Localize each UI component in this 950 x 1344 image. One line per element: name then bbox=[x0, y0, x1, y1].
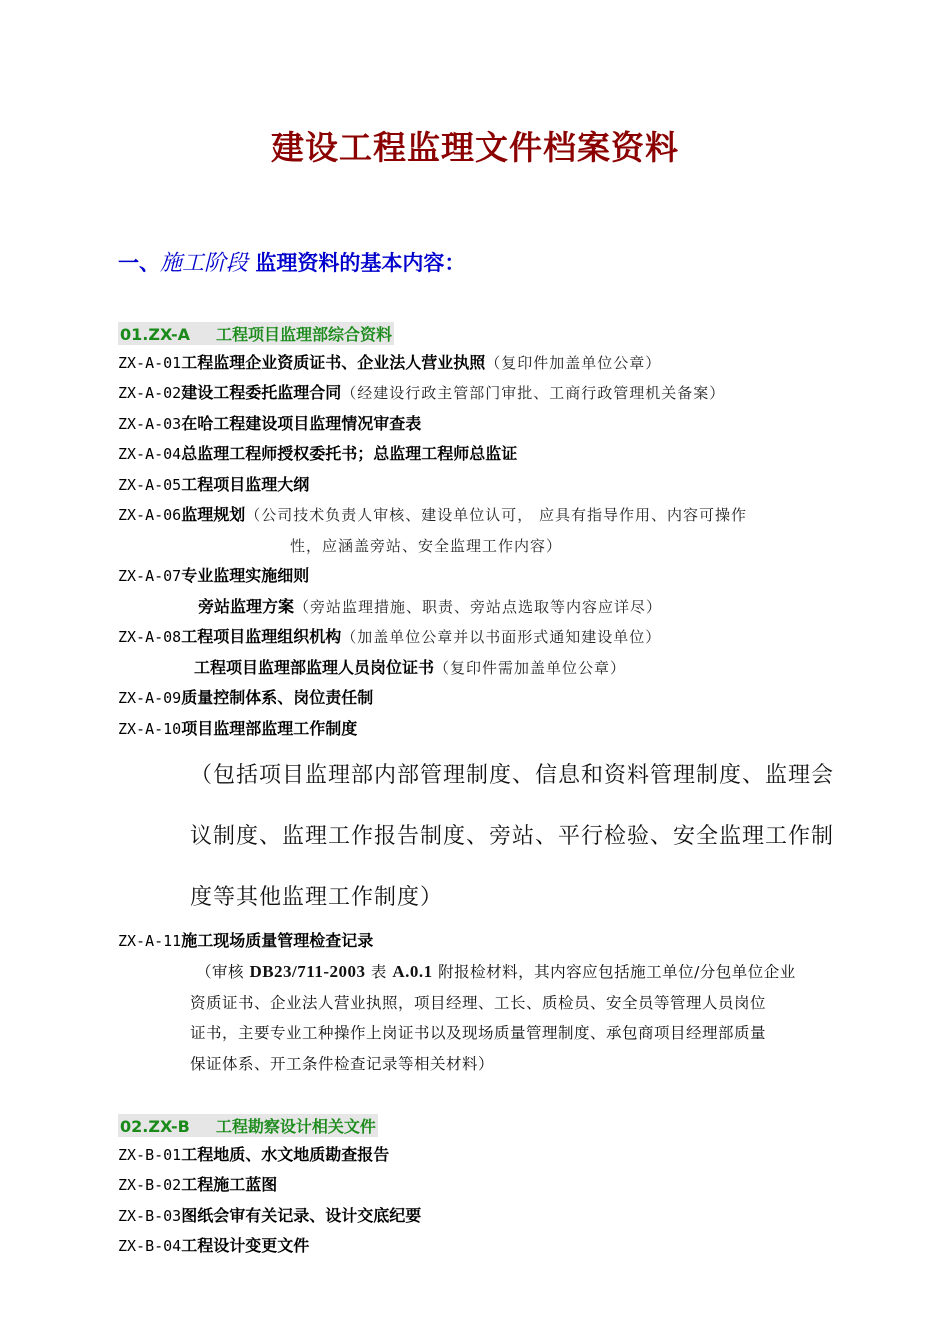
item-code: ZX-A-08 bbox=[118, 628, 182, 646]
item-name: 建设工程委托监理合同 bbox=[181, 383, 342, 402]
item-code: ZX-B-03 bbox=[118, 1207, 182, 1225]
item-note: 性，应涵盖旁站、安全监理工作内容） bbox=[290, 537, 563, 555]
item-name: 图纸会审有关记录、设计交底纪要 bbox=[181, 1206, 422, 1225]
item-note: （公司技术负责人审核、建设单位认可， 应具有指导作用、内容可操作 bbox=[245, 506, 748, 524]
item-code: ZX-B-01 bbox=[118, 1146, 182, 1164]
heading-prefix: 一、 bbox=[118, 251, 160, 275]
list-item bbox=[118, 382, 725, 404]
item-code: ZX-A-05 bbox=[118, 476, 182, 494]
item-code: ZX-A-03 bbox=[118, 415, 182, 433]
a11-note-line: 证书，主要专业工种操作上岗证书以及现场质量管理制度、承包商项目经理部质量 bbox=[190, 1024, 767, 1042]
item-name: 工程设计变更文件 bbox=[181, 1236, 310, 1255]
section-a-code: 01.ZX-A bbox=[120, 325, 190, 344]
list-item bbox=[118, 504, 747, 526]
list-item bbox=[118, 1144, 389, 1166]
item-note: （旁站监理措施、职责、旁站点选取等内容应详尽） bbox=[294, 598, 663, 616]
a11-note-line: 保证体系、开工条件检查记录等相关材料） bbox=[190, 1055, 495, 1073]
list-item bbox=[118, 626, 661, 648]
a11-note-line bbox=[196, 960, 796, 982]
list-item bbox=[118, 1174, 277, 1196]
item-code: ZX-A-06 bbox=[118, 506, 182, 524]
a11-note-text: 附报检材料，其内容应包括施工单位/分包单位企业 bbox=[432, 963, 796, 981]
item-code: ZX-A-09 bbox=[118, 689, 182, 707]
list-item bbox=[118, 930, 373, 952]
list-item bbox=[194, 657, 626, 679]
heading-italic: 施工阶段 bbox=[160, 251, 249, 276]
item-code: ZX-A-02 bbox=[118, 384, 182, 402]
item-code: ZX-A-10 bbox=[118, 720, 182, 738]
a11-note-table: A.0.1 bbox=[392, 962, 433, 981]
item-note: （复印件加盖单位公章） bbox=[485, 354, 662, 372]
list-item bbox=[118, 443, 517, 465]
item-code: ZX-A-11 bbox=[118, 932, 182, 950]
list-item bbox=[118, 718, 357, 740]
list-item bbox=[198, 596, 662, 618]
item-name: 工程项目监理组织机构 bbox=[181, 627, 342, 646]
list-item bbox=[118, 565, 309, 587]
a11-note-text: 表 bbox=[365, 963, 393, 981]
item-name: 在哈工程建设项目监理情况审查表 bbox=[181, 414, 422, 433]
list-item bbox=[118, 1205, 421, 1227]
note-paragraph-line: 度等其他监理工作制度） bbox=[190, 885, 444, 910]
item-name: 工程项目监理部监理人员岗位证书 bbox=[194, 658, 435, 677]
list-item bbox=[118, 352, 661, 374]
list-item bbox=[118, 687, 373, 709]
item-note: （加盖单位公章并以书面形式通知建设单位） bbox=[341, 628, 662, 646]
section-b-title: 工程勘察设计相关文件 bbox=[215, 1117, 376, 1136]
item-note: （经建设行政主管部门审批、工商行政管理机关备案） bbox=[341, 384, 726, 402]
list-item bbox=[118, 474, 309, 496]
item-code: ZX-A-07 bbox=[118, 567, 182, 585]
a11-note-standard: DB23/711-2003 bbox=[249, 962, 366, 981]
item-name: 旁站监理方案 bbox=[198, 597, 295, 616]
note-paragraph-line: 议制度、监理工作报告制度、旁站、平行检验、安全监理工作制 bbox=[190, 824, 835, 849]
section-b-code: 02.ZX-B bbox=[120, 1117, 190, 1136]
section-a-title: 工程项目监理部综合资料 bbox=[216, 325, 393, 344]
item-name: 工程地质、水文地质勘查报告 bbox=[181, 1145, 390, 1164]
item-note: （复印件需加盖单位公章） bbox=[434, 659, 627, 677]
item-name: 质量控制体系、岗位责任制 bbox=[181, 688, 374, 707]
a11-note-line: 资质证书、企业法人营业执照，项目经理、工长、质检员、安全员等管理人员岗位 bbox=[190, 994, 767, 1012]
list-item bbox=[118, 413, 421, 435]
a11-note-text: （审核 bbox=[196, 963, 250, 981]
section-a-header bbox=[118, 322, 394, 345]
item-code: ZX-A-04 bbox=[118, 445, 182, 463]
item-code: ZX-B-04 bbox=[118, 1237, 182, 1255]
item-name: 施工现场质量管理检查记录 bbox=[181, 931, 374, 950]
item-name: 工程项目监理大纲 bbox=[181, 475, 310, 494]
section-heading bbox=[118, 246, 465, 277]
list-item-continuation bbox=[290, 535, 562, 557]
note-paragraph-line: （包括项目监理部内部管理制度、信息和资料管理制度、监理会 bbox=[190, 763, 835, 788]
item-code: ZX-A-01 bbox=[118, 354, 182, 372]
item-name: 工程施工蓝图 bbox=[181, 1175, 278, 1194]
item-name: 工程监理企业资质证书、企业法人营业执照 bbox=[181, 353, 486, 372]
item-name: 专业监理实施细则 bbox=[181, 566, 310, 585]
item-name: 项目监理部监理工作制度 bbox=[181, 719, 358, 738]
item-name: 监理规划 bbox=[181, 505, 246, 524]
list-item bbox=[118, 1235, 309, 1257]
document-title: 建设工程监理文件档案资料 bbox=[271, 128, 679, 167]
item-name: 总监理工程师授权委托书；总监理工程师总监证 bbox=[181, 444, 518, 463]
item-code: ZX-B-02 bbox=[118, 1176, 182, 1194]
section-b-header bbox=[118, 1114, 378, 1137]
heading-rest: 监理资料的基本内容： bbox=[255, 251, 466, 275]
